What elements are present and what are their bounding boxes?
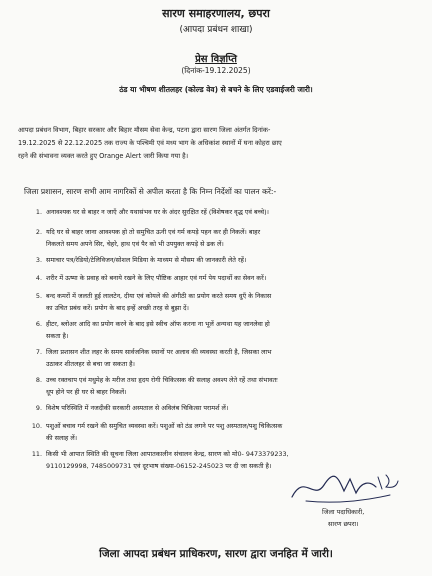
footer-note: जिला आपदा प्रबंधन प्राधिकरण, सारण द्वारा जनहित में जारी। bbox=[99, 548, 333, 560]
item-text: की सलाह लें। bbox=[46, 434, 78, 443]
item-number: 2. bbox=[35, 228, 42, 236]
item-text: धूप होने पर ही घर से बाहर निकलें। bbox=[46, 388, 127, 397]
item-text: हीटर, ब्लोअर आदि का प्रयोग करने के बाद इसे स्वीच ऑफ करना ना भूलें अन्यथा यह जानलेवा हो bbox=[46, 320, 270, 328]
item-text: अनावश्यक घर से बाहर न जाएँ और यथासंभव घर के अंदर सुरक्षित रहें (विशेषकर वृद्ध एवं बच्चे)। bbox=[46, 208, 269, 216]
item-text: सकता है। bbox=[46, 332, 69, 341]
signatory-office: सारण छपरा। bbox=[328, 520, 359, 528]
intro-paragraph bbox=[18, 124, 416, 163]
item-text: विशेष परिस्थिति में नजदीकी सरकारी अस्पताल से अविलंब चिकित्सा परामर्श लें। bbox=[46, 404, 229, 412]
item-number: 7. bbox=[35, 348, 42, 356]
item-number: 1. bbox=[35, 208, 42, 216]
item-text: पशुओं बचाव गर्म रखने की समुचित व्यवस्था करें। पशुओं को ठंड लगने पर पशु अस्पताल/पशु चिकित्सक bbox=[46, 422, 283, 430]
release-date: (दिनांक-19.12.2025) bbox=[181, 66, 251, 75]
press-release-title: प्रेस विज्ञप्ति bbox=[195, 54, 237, 65]
item-number: 6. bbox=[35, 320, 42, 328]
item-number: 9. bbox=[35, 404, 42, 412]
item-number: 10. bbox=[31, 422, 42, 430]
item-number: 3. bbox=[35, 256, 42, 264]
item-text: जिला प्रशासन शीत लहर के समय सार्वजनिक स्थानों पर अलाव की व्यवस्था करती है, जिसका लाभ bbox=[46, 348, 272, 356]
signatory-title: जिला पदाधिकारी, bbox=[322, 508, 365, 516]
item-text: शरीर में ऊष्मा के प्रवाह को बनाये रखने के लिए पौष्टिक आहार एवं गर्म पेय पदार्थो का सेवन करें। bbox=[46, 274, 267, 282]
intro-line: रहने की संभावना व्यक्त करते हुए Orange Alert जारी किया गया है। bbox=[18, 152, 189, 160]
intro-line: आपदा प्रबंधन विभाग, बिहार सरकार और बिहार मौसम सेवा केन्द्र, पटना द्वारा सारण जिला अंतर्गत दिनांक- bbox=[18, 126, 271, 134]
handwritten-signature bbox=[286, 467, 406, 507]
intro-line: 19.12.2025 से 22.12.2025 तक राज्य के पश्चिमी एवं मध्य भाग के अधिकांश स्थानों में घना कोहरा छाए bbox=[18, 139, 282, 147]
section-subheading: (आपदा प्रबंधन शाखा) bbox=[179, 25, 253, 35]
item-text: बन्द कमरों में जलती हुई लालटेन, दीया एवं कोयले की अंगीठी का प्रयोग करते समय धुएँ के निकास bbox=[46, 292, 272, 300]
item-text: उठाकर शीतलहर से बचा जा सकता है। bbox=[46, 360, 135, 369]
item-text: किसी भी आपात स्थिति की सूचना जिला आपातकालीन संचालन केन्द्र, सारण को मो0- 9473379233, bbox=[46, 450, 289, 458]
item-number: 11. bbox=[31, 450, 42, 458]
item-text: समाचार पत्र/रेडियो/टेलिविजन/सोशल मिडिया के माध्यम से मौसम की जानकारी लेते रहें। bbox=[46, 256, 247, 264]
item-number: 5. bbox=[35, 292, 42, 300]
appeal-line: जिला प्रशासन, सारण सभी आम नागरिकों से अपील करता है कि निम्न निर्देशों का पालन करें:- bbox=[24, 187, 277, 196]
item-number: 4. bbox=[35, 274, 42, 282]
item-number: 8. bbox=[35, 376, 42, 384]
subject-lead: ठंड या भीषण शीतलहर (कोल्ड वेव) से बचने के लिए एडवाईजरी जारी। bbox=[119, 85, 313, 94]
item-text: का उचित प्रबंध करें। प्रयोग के बाद इन्हें अच्छी तरह से बुझा दें। bbox=[46, 304, 189, 313]
item-text: निकलते समय अपने सिर, चेहरे, हाथ एवं पैर को भी उपयुक्त कपड़े से ढक लें। bbox=[46, 240, 224, 249]
subject-line bbox=[0, 85, 432, 95]
office-heading: सारण समाहरणालय, छपरा bbox=[162, 7, 270, 20]
item-text: 9110129998, 7485009731 एवं दूरभाष संख्या-06152-245023 पर दी जा सकती है। bbox=[46, 462, 272, 471]
item-text: यदि घर से बाहर जाना आवश्यक हो तो समुचित ऊनी एवं गर्म कपड़े पहन कर ही निकलें। बाहर bbox=[46, 228, 261, 236]
item-text: उच्च रक्तचाप एवं मधुमेह के मरीज तथा हृदय रोगी चिकित्सक की सलाह अवश्य लेते रहें तथा संभावतः bbox=[46, 376, 278, 384]
